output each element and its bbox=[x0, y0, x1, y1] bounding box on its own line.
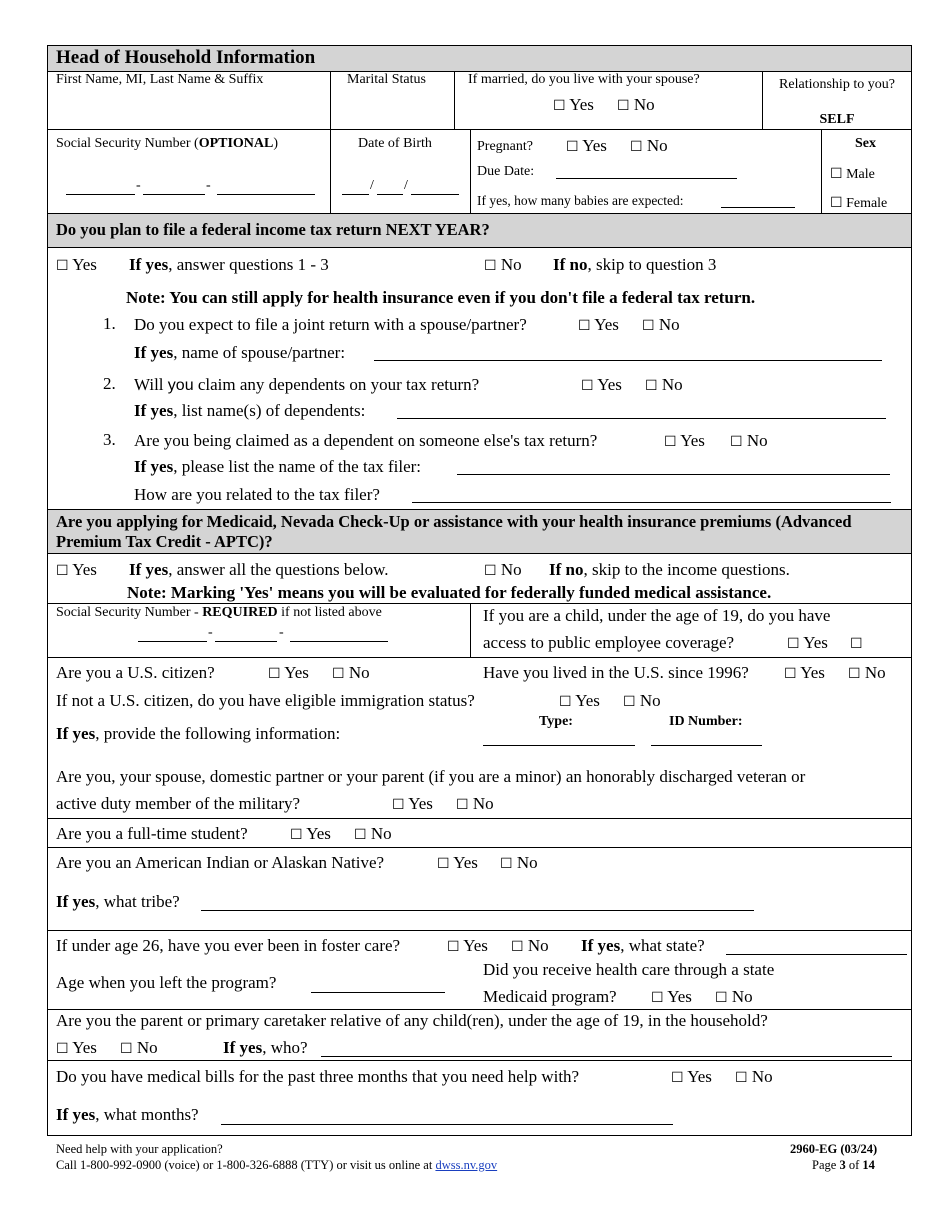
medicaid-yes-option[interactable]: ☐ Yes bbox=[56, 560, 97, 579]
dob-month-line[interactable] bbox=[342, 194, 369, 195]
divider bbox=[821, 129, 822, 213]
divider bbox=[47, 553, 912, 554]
tax-yes-instruction: If yes, answer questions 1 - 3 bbox=[129, 255, 329, 274]
student-question: Are you a full-time student? bbox=[56, 824, 248, 843]
checkbox-icon[interactable]: ☐ bbox=[566, 139, 579, 155]
type-line[interactable] bbox=[483, 745, 635, 746]
veteran-yes-option[interactable]: ☐ Yes bbox=[392, 794, 433, 813]
immigration-no-option[interactable]: ☐ No bbox=[623, 691, 661, 710]
caretaker-question: Are you the parent or primary caretaker relative of any child(ren), under the age of 19, in the household? bbox=[56, 1011, 768, 1030]
babies-line[interactable] bbox=[721, 207, 795, 208]
q2-number: 2. bbox=[103, 374, 116, 393]
checkbox-icon[interactable]: ☐ bbox=[354, 827, 367, 843]
dob-year-line[interactable] bbox=[411, 194, 459, 195]
checkbox-icon[interactable]: ☐ bbox=[484, 563, 497, 579]
foster-state-line[interactable] bbox=[726, 954, 907, 955]
dependents-line[interactable] bbox=[397, 418, 886, 419]
native-yes-option[interactable]: ☐ Yes bbox=[437, 853, 478, 872]
tax-note: Note: You can still apply for health insurance even if you don't file a federal tax return. bbox=[126, 288, 756, 307]
checkbox-icon[interactable]: ☐ bbox=[630, 139, 643, 155]
tribe-line[interactable] bbox=[201, 910, 754, 911]
age-left-line[interactable] bbox=[311, 992, 445, 993]
website-link[interactable]: dwss.nv.gov bbox=[435, 1158, 498, 1172]
dob-label: Date of Birth bbox=[358, 136, 432, 151]
divider bbox=[47, 847, 912, 848]
dob-day-line[interactable] bbox=[377, 194, 403, 195]
q1-no-option[interactable]: ☐ No bbox=[642, 315, 680, 334]
medicaid-note: Note: Marking 'Yes' means you will be evaluated for federally funded medical assistance. bbox=[127, 583, 772, 602]
section-title: Head of Household Information bbox=[56, 47, 316, 68]
immigration-question: If not a U.S. citizen, do you have eligible immigration status? bbox=[56, 691, 475, 710]
divider bbox=[47, 247, 912, 248]
child-coverage-question-2: access to public employee coverage? bbox=[483, 633, 735, 652]
spouse-question: If married, do you live with your spouse? bbox=[468, 72, 700, 87]
checkbox-icon[interactable]: ☐ bbox=[787, 636, 800, 652]
checkbox-icon[interactable]: ☐ bbox=[671, 1070, 684, 1086]
checkbox-icon[interactable]: ☐ bbox=[268, 666, 281, 682]
bills-months-question: If yes, what months? bbox=[56, 1105, 199, 1124]
checkbox-icon[interactable]: ☐ bbox=[553, 98, 566, 114]
veteran-question-2: active duty member of the military? bbox=[56, 794, 301, 813]
checkbox-icon[interactable]: ☐ bbox=[730, 434, 743, 450]
spouse-yes-option[interactable]: ☐ Yes bbox=[553, 95, 594, 114]
divider bbox=[47, 603, 912, 604]
sex-label: Sex bbox=[855, 136, 876, 151]
student-no-option[interactable]: ☐ No bbox=[354, 824, 392, 843]
immigration-yes-option[interactable]: ☐ Yes bbox=[559, 691, 600, 710]
divider bbox=[762, 71, 763, 129]
dash: - bbox=[208, 625, 213, 640]
divider bbox=[47, 1060, 912, 1061]
student-yes-option[interactable]: ☐ Yes bbox=[290, 824, 331, 843]
relationship-value: SELF bbox=[819, 112, 855, 127]
q2-question: Will you claim any dependents on your tax return? bbox=[134, 375, 480, 394]
ssn2-part3-line[interactable] bbox=[290, 641, 388, 642]
checkbox-icon[interactable]: ☐ bbox=[120, 1041, 133, 1057]
q3-follow-up: If yes, please list the name of the tax filer: bbox=[134, 457, 422, 476]
caretaker-who: If yes, who? bbox=[223, 1038, 308, 1057]
divider bbox=[47, 1009, 912, 1010]
dash: - bbox=[136, 178, 141, 193]
ssn-optional-label: Social Security Number (OPTIONAL) bbox=[56, 136, 279, 151]
ssn2-part1-line[interactable] bbox=[138, 641, 207, 642]
dash: - bbox=[206, 178, 211, 193]
q3-yes-option[interactable]: ☐ Yes bbox=[664, 431, 705, 450]
checkbox-icon[interactable]: ☐ bbox=[645, 378, 658, 394]
divider bbox=[470, 603, 471, 657]
id-number-label: ID Number: bbox=[669, 714, 743, 729]
tax-filer-name-line[interactable] bbox=[457, 474, 890, 475]
name-label: First Name, MI, Last Name & Suffix bbox=[56, 72, 264, 87]
citizen-yes-option[interactable]: ☐ Yes bbox=[268, 663, 309, 682]
divider bbox=[47, 129, 912, 130]
q1-follow-up: If yes, name of spouse/partner: bbox=[134, 343, 346, 362]
foster-no-option[interactable]: ☐ No bbox=[511, 936, 549, 955]
due-date-label: Due Date: bbox=[477, 164, 535, 179]
ssn2-part2-line[interactable] bbox=[215, 641, 277, 642]
checkbox-icon[interactable]: ☐ bbox=[447, 939, 460, 955]
since-1996-yes-option[interactable]: ☐ Yes bbox=[784, 663, 825, 682]
checkbox-icon[interactable]: ☐ bbox=[392, 797, 405, 813]
slash: / bbox=[404, 178, 408, 193]
checkbox-icon[interactable]: ☐ bbox=[290, 827, 303, 843]
divider bbox=[47, 930, 912, 931]
checkbox-icon[interactable]: ☐ bbox=[56, 258, 69, 274]
type-label: Type: bbox=[539, 714, 573, 729]
caretaker-no-option[interactable]: ☐ No bbox=[120, 1038, 158, 1057]
checkbox-icon[interactable]: ☐ bbox=[578, 318, 591, 334]
since-1996-no-option[interactable]: ☐ No bbox=[848, 663, 886, 682]
spouse-no-option[interactable]: ☐ No bbox=[617, 95, 655, 114]
foster-question: If under age 26, have you ever been in foster care? bbox=[56, 936, 401, 955]
medicaid-yes-instruction: If yes, answer all the questions below. bbox=[129, 560, 389, 579]
slash: / bbox=[370, 178, 374, 193]
child-coverage-question: If you are a child, under the age of 19, do you have bbox=[483, 606, 831, 625]
state-medicaid-question-2: Medicaid program? bbox=[483, 987, 617, 1006]
divider bbox=[330, 71, 331, 129]
child-coverage-yes-option[interactable]: ☐ Yes bbox=[787, 633, 828, 652]
female-option[interactable]: ☐ Female bbox=[830, 195, 888, 211]
checkbox-icon[interactable]: ☐ bbox=[559, 694, 572, 710]
checkbox-icon[interactable]: ☐ bbox=[784, 666, 797, 682]
citizen-no-option[interactable]: ☐ No bbox=[332, 663, 370, 682]
checkbox-icon[interactable]: ☐ bbox=[581, 378, 594, 394]
provide-info: If yes, provide the following information: bbox=[56, 724, 341, 743]
checkbox-icon[interactable]: ☐ bbox=[500, 856, 513, 872]
checkbox-icon[interactable]: ☐ bbox=[830, 195, 843, 211]
ssn-part1-line[interactable] bbox=[66, 194, 135, 195]
tax-no-instruction: If no, skip to question 3 bbox=[553, 255, 717, 274]
checkbox-icon[interactable]: ☐ bbox=[484, 258, 497, 274]
caretaker-who-line[interactable] bbox=[321, 1056, 892, 1057]
divider bbox=[47, 818, 912, 819]
child-coverage-no-checkbox[interactable] bbox=[850, 633, 863, 653]
q2-yes-option[interactable]: ☐ Yes bbox=[581, 375, 622, 394]
pregnant-no-option[interactable]: ☐ No bbox=[630, 136, 668, 155]
caretaker-yes-option[interactable]: ☐ Yes bbox=[56, 1038, 97, 1057]
checkbox-icon[interactable]: ☐ bbox=[848, 666, 861, 682]
divider bbox=[47, 657, 912, 658]
q2-no-option[interactable]: ☐ No bbox=[645, 375, 683, 394]
checkbox-icon[interactable]: ☐ bbox=[715, 990, 728, 1006]
medicaid-header: Are you applying for Medicaid, Nevada Check-Up or assistance with your health insurance premiums (Advanced Premium Tax Credit - APTC)? bbox=[56, 512, 852, 551]
checkbox-icon[interactable]: ☐ bbox=[456, 797, 469, 813]
checkbox-icon[interactable]: ☐ bbox=[830, 166, 843, 182]
q2-follow-up: If yes, list name(s) of dependents: bbox=[134, 401, 366, 420]
checkbox-icon[interactable]: ☐ bbox=[437, 856, 450, 872]
tax-yes-option[interactable]: ☐ Yes bbox=[56, 255, 97, 274]
footer-contact: Call 1-800-992-0900 (voice) or 1-800-326-6888 (TTY) or visit us online at dwss.nv.gov bbox=[56, 1158, 498, 1172]
foster-state-question: If yes, what state? bbox=[581, 936, 705, 955]
q3-number: 3. bbox=[103, 430, 116, 449]
state-medicaid-no-option[interactable]: ☐ No bbox=[715, 987, 753, 1006]
footer-help: Need help with your application? bbox=[56, 1142, 223, 1156]
state-medicaid-yes-option[interactable]: ☐ Yes bbox=[651, 987, 692, 1006]
dash: - bbox=[279, 625, 284, 640]
tax-no-option[interactable]: ☐ No bbox=[484, 255, 522, 274]
veteran-no-option[interactable]: ☐ No bbox=[456, 794, 494, 813]
relationship-label: Relationship to you? bbox=[779, 77, 895, 92]
bills-months-line[interactable] bbox=[221, 1124, 673, 1125]
citizen-question: Are you a U.S. citizen? bbox=[56, 663, 215, 682]
id-number-line[interactable] bbox=[651, 745, 762, 746]
q3-no-option[interactable]: ☐ No bbox=[730, 431, 768, 450]
divider bbox=[330, 129, 331, 213]
checkbox-icon[interactable]: ☐ bbox=[511, 939, 524, 955]
ssn-part2-line[interactable] bbox=[143, 194, 205, 195]
divider bbox=[454, 71, 455, 129]
checkbox-icon[interactable]: ☐ bbox=[735, 1070, 748, 1086]
native-no-option[interactable]: ☐ No bbox=[500, 853, 538, 872]
state-medicaid-question: Did you receive health care through a state bbox=[483, 960, 775, 979]
q1-question: Do you expect to file a joint return with a spouse/partner? bbox=[134, 315, 527, 334]
q1-yes-option[interactable]: ☐ Yes bbox=[578, 315, 619, 334]
page-number: Page 3 of 14 bbox=[812, 1158, 875, 1172]
veteran-question: Are you, your spouse, domestic partner or your parent (if you are a minor) an honorably discharged veteran or bbox=[56, 767, 806, 786]
checkbox-icon[interactable]: ☐ bbox=[623, 694, 636, 710]
native-question: Are you an American Indian or Alaskan Native? bbox=[56, 853, 385, 872]
checkbox-icon[interactable]: ☐ bbox=[664, 434, 677, 450]
q3-related-question: How are you related to the tax filer? bbox=[134, 485, 380, 504]
foster-yes-option[interactable]: ☐ Yes bbox=[447, 936, 488, 955]
checkbox-icon[interactable]: ☐ bbox=[850, 636, 863, 652]
tribe-question: If yes, what tribe? bbox=[56, 892, 180, 911]
checkbox-icon[interactable]: ☐ bbox=[642, 318, 655, 334]
medicaid-no-instruction: If no, skip to the income questions. bbox=[549, 560, 790, 579]
due-date-line[interactable] bbox=[556, 178, 737, 179]
checkbox-icon[interactable]: ☐ bbox=[617, 98, 630, 114]
checkbox-icon[interactable]: ☐ bbox=[56, 563, 69, 579]
checkbox-icon[interactable]: ☐ bbox=[651, 990, 664, 1006]
tax-header: Do you plan to file a federal income tax return NEXT YEAR? bbox=[56, 220, 490, 239]
male-option[interactable]: ☐ Male bbox=[830, 166, 875, 182]
bills-yes-option[interactable]: ☐ Yes bbox=[671, 1067, 712, 1086]
q1-number: 1. bbox=[103, 314, 116, 333]
marital-status-label: Marital Status bbox=[347, 72, 426, 87]
checkbox-icon[interactable]: ☐ bbox=[56, 1041, 69, 1057]
pregnant-label: Pregnant? bbox=[477, 139, 533, 154]
bills-question: Do you have medical bills for the past three months that you need help with? bbox=[56, 1067, 580, 1086]
spouse-name-line[interactable] bbox=[374, 360, 882, 361]
ssn-required-label: Social Security Number - REQUIRED if not listed above bbox=[56, 605, 382, 620]
pregnant-yes-option[interactable]: ☐ Yes bbox=[566, 136, 607, 155]
tax-filer-relation-line[interactable] bbox=[412, 502, 891, 503]
medicaid-no-option[interactable]: ☐ No bbox=[484, 560, 522, 579]
q3-question: Are you being claimed as a dependent on someone else's tax return? bbox=[134, 431, 598, 450]
bills-no-option[interactable]: ☐ No bbox=[735, 1067, 773, 1086]
ssn-part3-line[interactable] bbox=[217, 194, 315, 195]
babies-label: If yes, how many babies are expected: bbox=[477, 193, 684, 208]
checkbox-icon[interactable]: ☐ bbox=[332, 666, 345, 682]
age-left-question: Age when you left the program? bbox=[56, 973, 277, 992]
divider bbox=[470, 129, 471, 213]
since-1996-question: Have you lived in the U.S. since 1996? bbox=[483, 663, 749, 682]
form-id: 2960-EG (03/24) bbox=[790, 1142, 878, 1156]
